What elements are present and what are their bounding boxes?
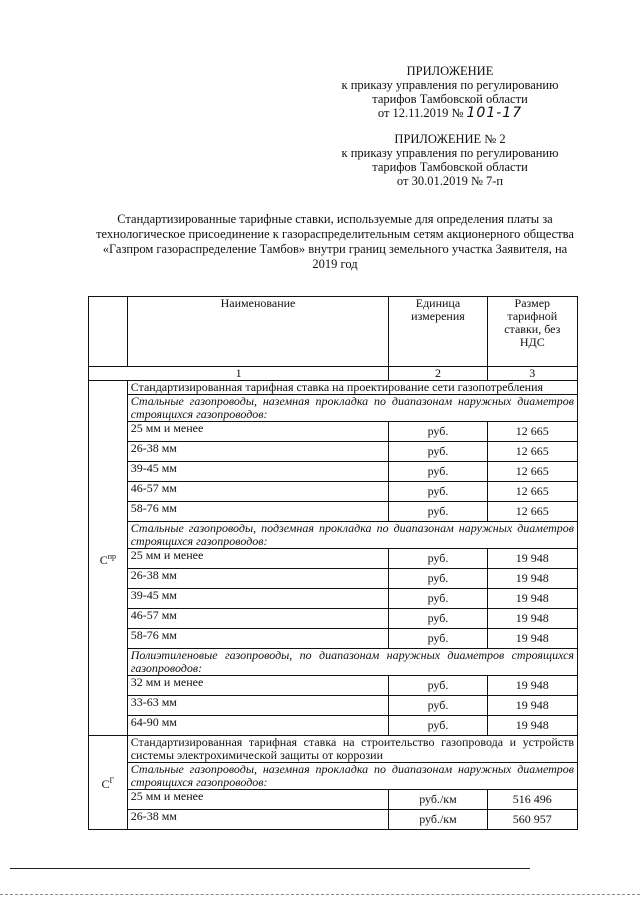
unit-cell: руб. (389, 676, 487, 696)
section-title-row (89, 736, 578, 763)
diameter-range: 58-76 мм (127, 629, 389, 649)
table-row (89, 629, 578, 649)
rate-value: 19 948 (487, 589, 577, 609)
diameter-range: 26-38 мм (127, 569, 389, 589)
rate-value: 19 948 (487, 609, 577, 629)
tariff-table (88, 296, 578, 830)
appendix-header-1 (330, 64, 570, 120)
order-date: от 12.11.2019 № (377, 106, 464, 120)
appendix-header-2 (330, 132, 570, 188)
section-title: Стандартизированная тарифная ставка на проектирование сети газопотребления (127, 381, 577, 395)
diameter-range: 25 мм и менее (127, 422, 389, 442)
header-unit: Единица измерения (389, 297, 487, 367)
table-row (89, 549, 578, 569)
diameter-range: 58-76 мм (127, 502, 389, 522)
group-label: Стальные газопроводы, подземная прокладка по диапазонам наружных диаметров строящихся газопроводов: (127, 522, 577, 549)
tariff-code (89, 381, 128, 736)
section-c-pr (89, 381, 578, 736)
table-row (89, 810, 578, 830)
document-title: Стандартизированные тарифные ставки, используемые для определения платы за технологическое присоединение к газораспределительным сетям акционерного общества «Газпром газораспределение Тамбов» внутри границ земельного участка Заявителя, на 2019 год (96, 212, 574, 271)
appendix-title: ПРИЛОЖЕНИЕ № 2 (394, 132, 506, 146)
section-c-g (89, 736, 578, 830)
unit-cell: руб. (389, 462, 487, 482)
rate-value: 12 665 (487, 462, 577, 482)
diameter-range: 46-57 мм (127, 482, 389, 502)
order-line-1: к приказу управления по регулированию (341, 146, 559, 160)
order-line-1: к приказу управления по регулированию (341, 78, 559, 92)
group-row (89, 649, 578, 676)
group-row (89, 522, 578, 549)
group-row (89, 395, 578, 422)
diameter-range: 64-90 мм (127, 716, 389, 736)
rate-value: 12 665 (487, 442, 577, 462)
order-line-2: тарифов Тамбовской области (372, 160, 528, 174)
diameter-range: 39-45 мм (127, 589, 389, 609)
table-row (89, 696, 578, 716)
group-label: Стальные газопроводы, наземная прокладка по диапазонам наружных диаметров строящихся газопроводов: (127, 395, 577, 422)
rate-value: 12 665 (487, 482, 577, 502)
diameter-range: 26-38 мм (127, 442, 389, 462)
order-date-line (330, 106, 570, 120)
unit-cell: руб. (389, 422, 487, 442)
group-label: Стальные газопроводы, наземная прокладка по диапазонам наружных диаметров строящихся газопроводов: (127, 763, 577, 790)
appendix-title: ПРИЛОЖЕНИЕ (406, 64, 494, 78)
tariff-code-letter: С (101, 777, 110, 791)
index-col-1: 1 (89, 367, 389, 381)
rate-value: 12 665 (487, 502, 577, 522)
diameter-range: 32 мм и менее (127, 676, 389, 696)
table-row (89, 502, 578, 522)
unit-cell: руб. (389, 609, 487, 629)
header-rate: Размер тарифной ставки, без НДС (487, 297, 577, 367)
tariff-code-suffix: Г (109, 776, 115, 785)
tariff-code-suffix: пр (107, 551, 116, 561)
table-row (89, 716, 578, 736)
unit-cell: руб. (389, 569, 487, 589)
group-label: Полиэтиленовые газопроводы, по диапазонам наружных диаметров строящихся газопроводов: (127, 649, 577, 676)
table-row (89, 609, 578, 629)
unit-cell: руб. (389, 589, 487, 609)
diameter-range: 33-63 мм (127, 696, 389, 716)
bottom-divider (10, 868, 530, 869)
table-row (89, 442, 578, 462)
diameter-range: 25 мм и менее (127, 790, 389, 810)
rate-value: 19 948 (487, 716, 577, 736)
header-code-cell (89, 297, 128, 367)
rate-value: 19 948 (487, 629, 577, 649)
group-row (89, 763, 578, 790)
diameter-range: 25 мм и менее (127, 549, 389, 569)
table-row (89, 569, 578, 589)
table-row (89, 462, 578, 482)
unit-cell: руб./км (389, 810, 487, 830)
rate-value: 19 948 (487, 549, 577, 569)
order-date: от 30.01.2019 № 7-п (396, 174, 504, 188)
index-col-3: 3 (487, 367, 577, 381)
tariff-code (89, 736, 128, 830)
diameter-range: 46-57 мм (127, 609, 389, 629)
table-row (89, 482, 578, 502)
unit-cell: руб. (389, 502, 487, 522)
unit-cell: руб. (389, 442, 487, 462)
unit-cell: руб. (389, 716, 487, 736)
rate-value: 19 948 (487, 676, 577, 696)
diameter-range: 26-38 мм (127, 810, 389, 830)
index-col-2: 2 (389, 367, 487, 381)
table-row (89, 422, 578, 442)
unit-cell: руб. (389, 696, 487, 716)
diameter-range: 39-45 мм (127, 462, 389, 482)
rate-value: 19 948 (487, 696, 577, 716)
handwritten-order-number: 101-17 (466, 105, 523, 121)
order-line-2: тарифов Тамбовской области (372, 92, 528, 106)
rate-value: 560 957 (487, 810, 577, 830)
unit-cell: руб./км (389, 790, 487, 810)
unit-cell: руб. (389, 549, 487, 569)
unit-cell: руб. (389, 482, 487, 502)
section-title: Стандартизированная тарифная ставка на строительство газопровода и устройств системы электрохимической защиты от коррозии (127, 736, 577, 763)
rate-value: 19 948 (487, 569, 577, 589)
rate-value: 12 665 (487, 422, 577, 442)
table-row (89, 589, 578, 609)
table-row (89, 790, 578, 810)
rate-value: 516 496 (487, 790, 577, 810)
tariff-code-letter: С (99, 552, 108, 567)
page-edge-line (0, 894, 640, 895)
table-row (89, 676, 578, 696)
header-name: Наименование (127, 297, 389, 367)
section-title-row (89, 381, 578, 395)
unit-cell: руб. (389, 629, 487, 649)
